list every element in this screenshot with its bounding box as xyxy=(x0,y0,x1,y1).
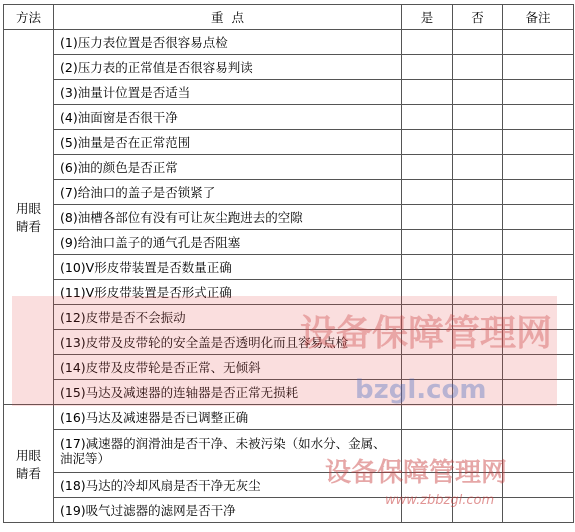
yes-cell[interactable] xyxy=(402,130,453,155)
yes-cell[interactable] xyxy=(402,205,453,230)
no-cell[interactable] xyxy=(453,105,503,130)
yes-cell[interactable] xyxy=(402,30,453,55)
checklist-row xyxy=(4,30,574,55)
no-cell[interactable] xyxy=(453,355,503,380)
header-remark: 备注 xyxy=(503,5,574,30)
checklist-item: (6)油的颜色是否正常 xyxy=(54,155,402,180)
remark-cell[interactable] xyxy=(503,305,574,330)
checklist-row xyxy=(4,405,574,430)
remark-cell[interactable] xyxy=(503,180,574,205)
checklist-row xyxy=(4,80,574,105)
no-cell[interactable] xyxy=(453,498,503,523)
checklist-item: (3)油量计位置是否适当 xyxy=(54,80,402,105)
remark-cell[interactable] xyxy=(503,55,574,80)
remark-cell[interactable] xyxy=(503,280,574,305)
no-cell[interactable] xyxy=(453,280,503,305)
checklist-row xyxy=(4,330,574,355)
yes-cell[interactable] xyxy=(402,498,453,523)
checklist-item: (4)油面窗是否很干净 xyxy=(54,105,402,130)
yes-cell[interactable] xyxy=(402,155,453,180)
no-cell[interactable] xyxy=(453,380,503,405)
no-cell[interactable] xyxy=(453,405,503,430)
checklist-row xyxy=(4,380,574,405)
remark-cell[interactable] xyxy=(503,330,574,355)
remark-cell[interactable] xyxy=(503,498,574,523)
header-key-points: 重 点 xyxy=(54,5,402,30)
method-cell: 用眼 睛看 xyxy=(4,405,54,523)
checklist-item: (12)皮带是否不会振动 xyxy=(54,305,402,330)
watermark-name-small: 设备保障管理网 xyxy=(325,458,508,488)
checklist-row xyxy=(4,498,574,523)
no-cell[interactable] xyxy=(453,330,503,355)
header-yes: 是 xyxy=(402,5,453,30)
no-cell[interactable] xyxy=(453,130,503,155)
checklist-item: (18)马达的冷却风扇是否干净无灰尘 xyxy=(54,473,402,498)
checklist-row xyxy=(4,305,574,330)
yes-cell[interactable] xyxy=(402,180,453,205)
yes-cell[interactable] xyxy=(402,280,453,305)
remark-cell[interactable] xyxy=(503,80,574,105)
inspection-checklist-table xyxy=(3,4,574,523)
checklist-item: (1)压力表位置是否很容易点检 xyxy=(54,30,402,55)
checklist-row xyxy=(4,130,574,155)
no-cell[interactable] xyxy=(453,255,503,280)
yes-cell[interactable] xyxy=(402,355,453,380)
checklist-row xyxy=(4,105,574,130)
checklist-row xyxy=(4,155,574,180)
no-cell[interactable] xyxy=(453,155,503,180)
yes-cell[interactable] xyxy=(402,55,453,80)
checklist-item: (17)减速器的润滑油是否干净、未被污染（如水分、金属、油泥等） xyxy=(54,430,402,473)
yes-cell[interactable] xyxy=(402,473,453,498)
checklist-item: (16)马达及减速器是否已调整正确 xyxy=(54,405,402,430)
yes-cell[interactable] xyxy=(402,230,453,255)
no-cell[interactable] xyxy=(453,80,503,105)
yes-cell[interactable] xyxy=(402,380,453,405)
checklist-item: (11)V形皮带装置是否形式正确 xyxy=(54,280,402,305)
method-cell: 用眼 睛看 xyxy=(4,30,54,405)
no-cell[interactable] xyxy=(453,230,503,255)
no-cell[interactable] xyxy=(453,473,503,498)
no-cell[interactable] xyxy=(453,205,503,230)
checklist-item: (10)V形皮带装置是否数量正确 xyxy=(54,255,402,280)
remark-cell[interactable] xyxy=(503,105,574,130)
no-cell[interactable] xyxy=(453,430,503,473)
checklist-row xyxy=(4,55,574,80)
no-cell[interactable] xyxy=(453,55,503,80)
checklist-item: (19)吸气过滤器的滤网是否干净 xyxy=(54,498,402,523)
checklist-row xyxy=(4,473,574,498)
checklist-item: (2)压力表的正常值是否很容易判读 xyxy=(54,55,402,80)
yes-cell[interactable] xyxy=(402,305,453,330)
yes-cell[interactable] xyxy=(402,105,453,130)
checklist-row xyxy=(4,230,574,255)
remark-cell[interactable] xyxy=(503,473,574,498)
yes-cell[interactable] xyxy=(402,330,453,355)
remark-cell[interactable] xyxy=(503,205,574,230)
yes-cell[interactable] xyxy=(402,405,453,430)
checklist-item: (5)油量是否在正常范围 xyxy=(54,130,402,155)
checklist-row xyxy=(4,355,574,380)
checklist-item: (14)皮带及皮带轮是否正常、无倾斜 xyxy=(54,355,402,380)
checklist-row xyxy=(4,280,574,305)
remark-cell[interactable] xyxy=(503,155,574,180)
remark-cell[interactable] xyxy=(503,430,574,473)
checklist-item: (9)给油口盖子的通气孔是否阻塞 xyxy=(54,230,402,255)
remark-cell[interactable] xyxy=(503,130,574,155)
remark-cell[interactable] xyxy=(503,230,574,255)
checklist-row xyxy=(4,205,574,230)
watermark-name-large: 设备保障管理网 xyxy=(300,313,553,354)
no-cell[interactable] xyxy=(453,30,503,55)
header-method: 方法 xyxy=(4,5,54,30)
checklist-item: (13)皮带及皮带轮的安全盖是否透明化而且容易点检 xyxy=(54,330,402,355)
remark-cell[interactable] xyxy=(503,405,574,430)
watermark-domain-partial: bzgl.com xyxy=(355,375,487,405)
header-row xyxy=(4,5,574,30)
yes-cell[interactable] xyxy=(402,255,453,280)
remark-cell[interactable] xyxy=(503,255,574,280)
checklist-item: (15)马达及减速器的连轴器是否正常无损耗 xyxy=(54,380,402,405)
remark-cell[interactable] xyxy=(503,380,574,405)
yes-cell[interactable] xyxy=(402,80,453,105)
checklist-item: (7)给油口的盖子是否锁紧了 xyxy=(54,180,402,205)
watermark-url: www.zbbzgl.com xyxy=(385,493,495,508)
checklist-item: (8)油槽各部位有没有可让灰尘跑进去的空隙 xyxy=(54,205,402,230)
yes-cell[interactable] xyxy=(402,430,453,473)
no-cell[interactable] xyxy=(453,305,503,330)
remark-cell[interactable] xyxy=(503,355,574,380)
remark-cell[interactable] xyxy=(503,30,574,55)
checklist-row xyxy=(4,180,574,205)
checklist-row xyxy=(4,430,574,473)
header-no: 否 xyxy=(453,5,503,30)
no-cell[interactable] xyxy=(453,180,503,205)
checklist-row xyxy=(4,255,574,280)
